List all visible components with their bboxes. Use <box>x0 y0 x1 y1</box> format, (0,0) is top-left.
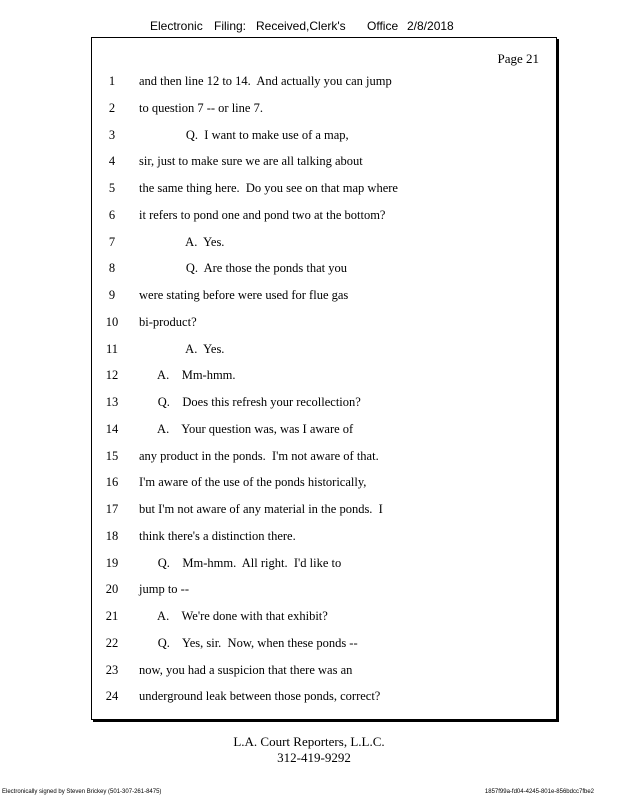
line-number: 19 <box>105 555 119 570</box>
transcript-line <box>92 449 556 469</box>
line-number: 5 <box>108 181 116 195</box>
line-text: were stating before were used for flue gas <box>139 288 349 302</box>
line-text: Q. Yes, sir. Now, when these ponds -- <box>139 635 358 650</box>
line-number: 23 <box>105 662 119 677</box>
line-number: 14 <box>105 421 119 436</box>
header-date: 2/8/2018 <box>407 19 454 33</box>
line-text: sir, just to make sure we are all talking about <box>139 154 363 169</box>
line-text: Q. Does this refresh your recollection? <box>139 395 361 409</box>
line-number: 21 <box>105 609 119 623</box>
line-number: 17 <box>105 502 119 516</box>
line-text: underground leak between those ponds, correct? <box>139 689 381 704</box>
line-text: to question 7 -- or line 7. <box>139 100 263 115</box>
transcript-line <box>92 689 556 709</box>
filing-header <box>0 19 618 35</box>
line-text: Q. Mm-hmm. All right. I'd like to <box>139 555 342 570</box>
line-text: but I'm not aware of any material in the ponds. I <box>139 502 383 516</box>
line-text: Q. Are those the ponds that you <box>139 261 347 276</box>
line-text: A. Mm-hmm. <box>139 368 236 383</box>
line-text: A. We're done with that exhibit? <box>139 609 328 623</box>
transcript-line <box>92 609 556 629</box>
line-text: A. Yes. <box>139 341 225 356</box>
transcript-line <box>92 261 556 281</box>
line-number: 6 <box>108 207 116 222</box>
electronic-signature: Electronically signed by Steven Brickey (501-307-261-8475) <box>2 789 162 795</box>
transcript-line <box>92 154 556 174</box>
line-text: and then line 12 to 14. And actually you can jump <box>139 74 392 88</box>
transcript-line <box>92 582 556 602</box>
header-word-office: Office <box>367 19 399 33</box>
line-number: 8 <box>108 261 116 276</box>
transcript-line <box>92 315 556 335</box>
transcript-line <box>92 74 556 94</box>
line-text: now, you had a suspicion that there was an <box>139 662 353 677</box>
transcript-line <box>92 288 556 308</box>
line-number: 9 <box>108 288 116 302</box>
line-number: 18 <box>105 528 119 543</box>
transcript-line <box>92 128 556 148</box>
line-number: 4 <box>108 154 116 169</box>
document-hash: 1857f99a-fd04-4245-801e-856bdcc7fbe2 <box>484 789 594 795</box>
line-text: the same thing here. Do you see on that map where <box>139 181 398 195</box>
line-number: 22 <box>105 635 119 650</box>
transcript-page <box>91 37 557 720</box>
transcript-line <box>92 636 556 656</box>
transcript-line <box>92 422 556 442</box>
transcript-line <box>92 663 556 683</box>
transcript-line <box>92 368 556 388</box>
line-number: 10 <box>105 314 119 329</box>
line-number: 15 <box>105 448 119 463</box>
line-number: 13 <box>105 395 119 409</box>
line-number: 11 <box>105 341 119 356</box>
line-number: 12 <box>105 368 119 383</box>
line-number: 16 <box>105 475 119 490</box>
header-word-received: Received,Clerk's <box>256 19 346 33</box>
transcript-line <box>92 556 556 576</box>
transcript-line <box>92 342 556 362</box>
transcript-line <box>92 208 556 228</box>
line-text: jump to -- <box>139 582 189 597</box>
line-text: bi-product? <box>139 314 197 329</box>
reporter-phone: 312-419-9292 <box>277 750 351 765</box>
page-number: Page 21 <box>497 51 539 66</box>
line-text: A. Yes. <box>139 234 225 249</box>
line-text: A. Your question was, was I aware of <box>139 421 354 436</box>
line-number: 2 <box>108 100 116 115</box>
line-number: 7 <box>108 234 116 249</box>
line-number: 1 <box>108 74 116 88</box>
line-text: I'm aware of the use of the ponds historically, <box>139 475 367 490</box>
line-text: any product in the ponds. I'm not aware of that. <box>139 448 379 463</box>
transcript-line <box>92 181 556 201</box>
header-word-filing: Filing: <box>214 19 247 33</box>
transcript-line <box>92 475 556 495</box>
transcript-line <box>92 395 556 415</box>
line-number: 24 <box>105 689 119 704</box>
line-text: think there's a distinction there. <box>139 528 296 543</box>
line-text: it refers to pond one and pond two at the bottom? <box>139 207 386 222</box>
line-text: Q. I want to make use of a map, <box>139 127 349 142</box>
reporter-company: L.A. Court Reporters, L.L.C. <box>233 734 385 749</box>
transcript-line <box>92 502 556 522</box>
transcript-line <box>92 101 556 121</box>
line-number: 20 <box>105 582 119 597</box>
header-word-electronic: Electronic <box>150 19 203 33</box>
transcript-line <box>92 235 556 255</box>
line-number: 3 <box>108 127 116 142</box>
transcript-line <box>92 529 556 549</box>
